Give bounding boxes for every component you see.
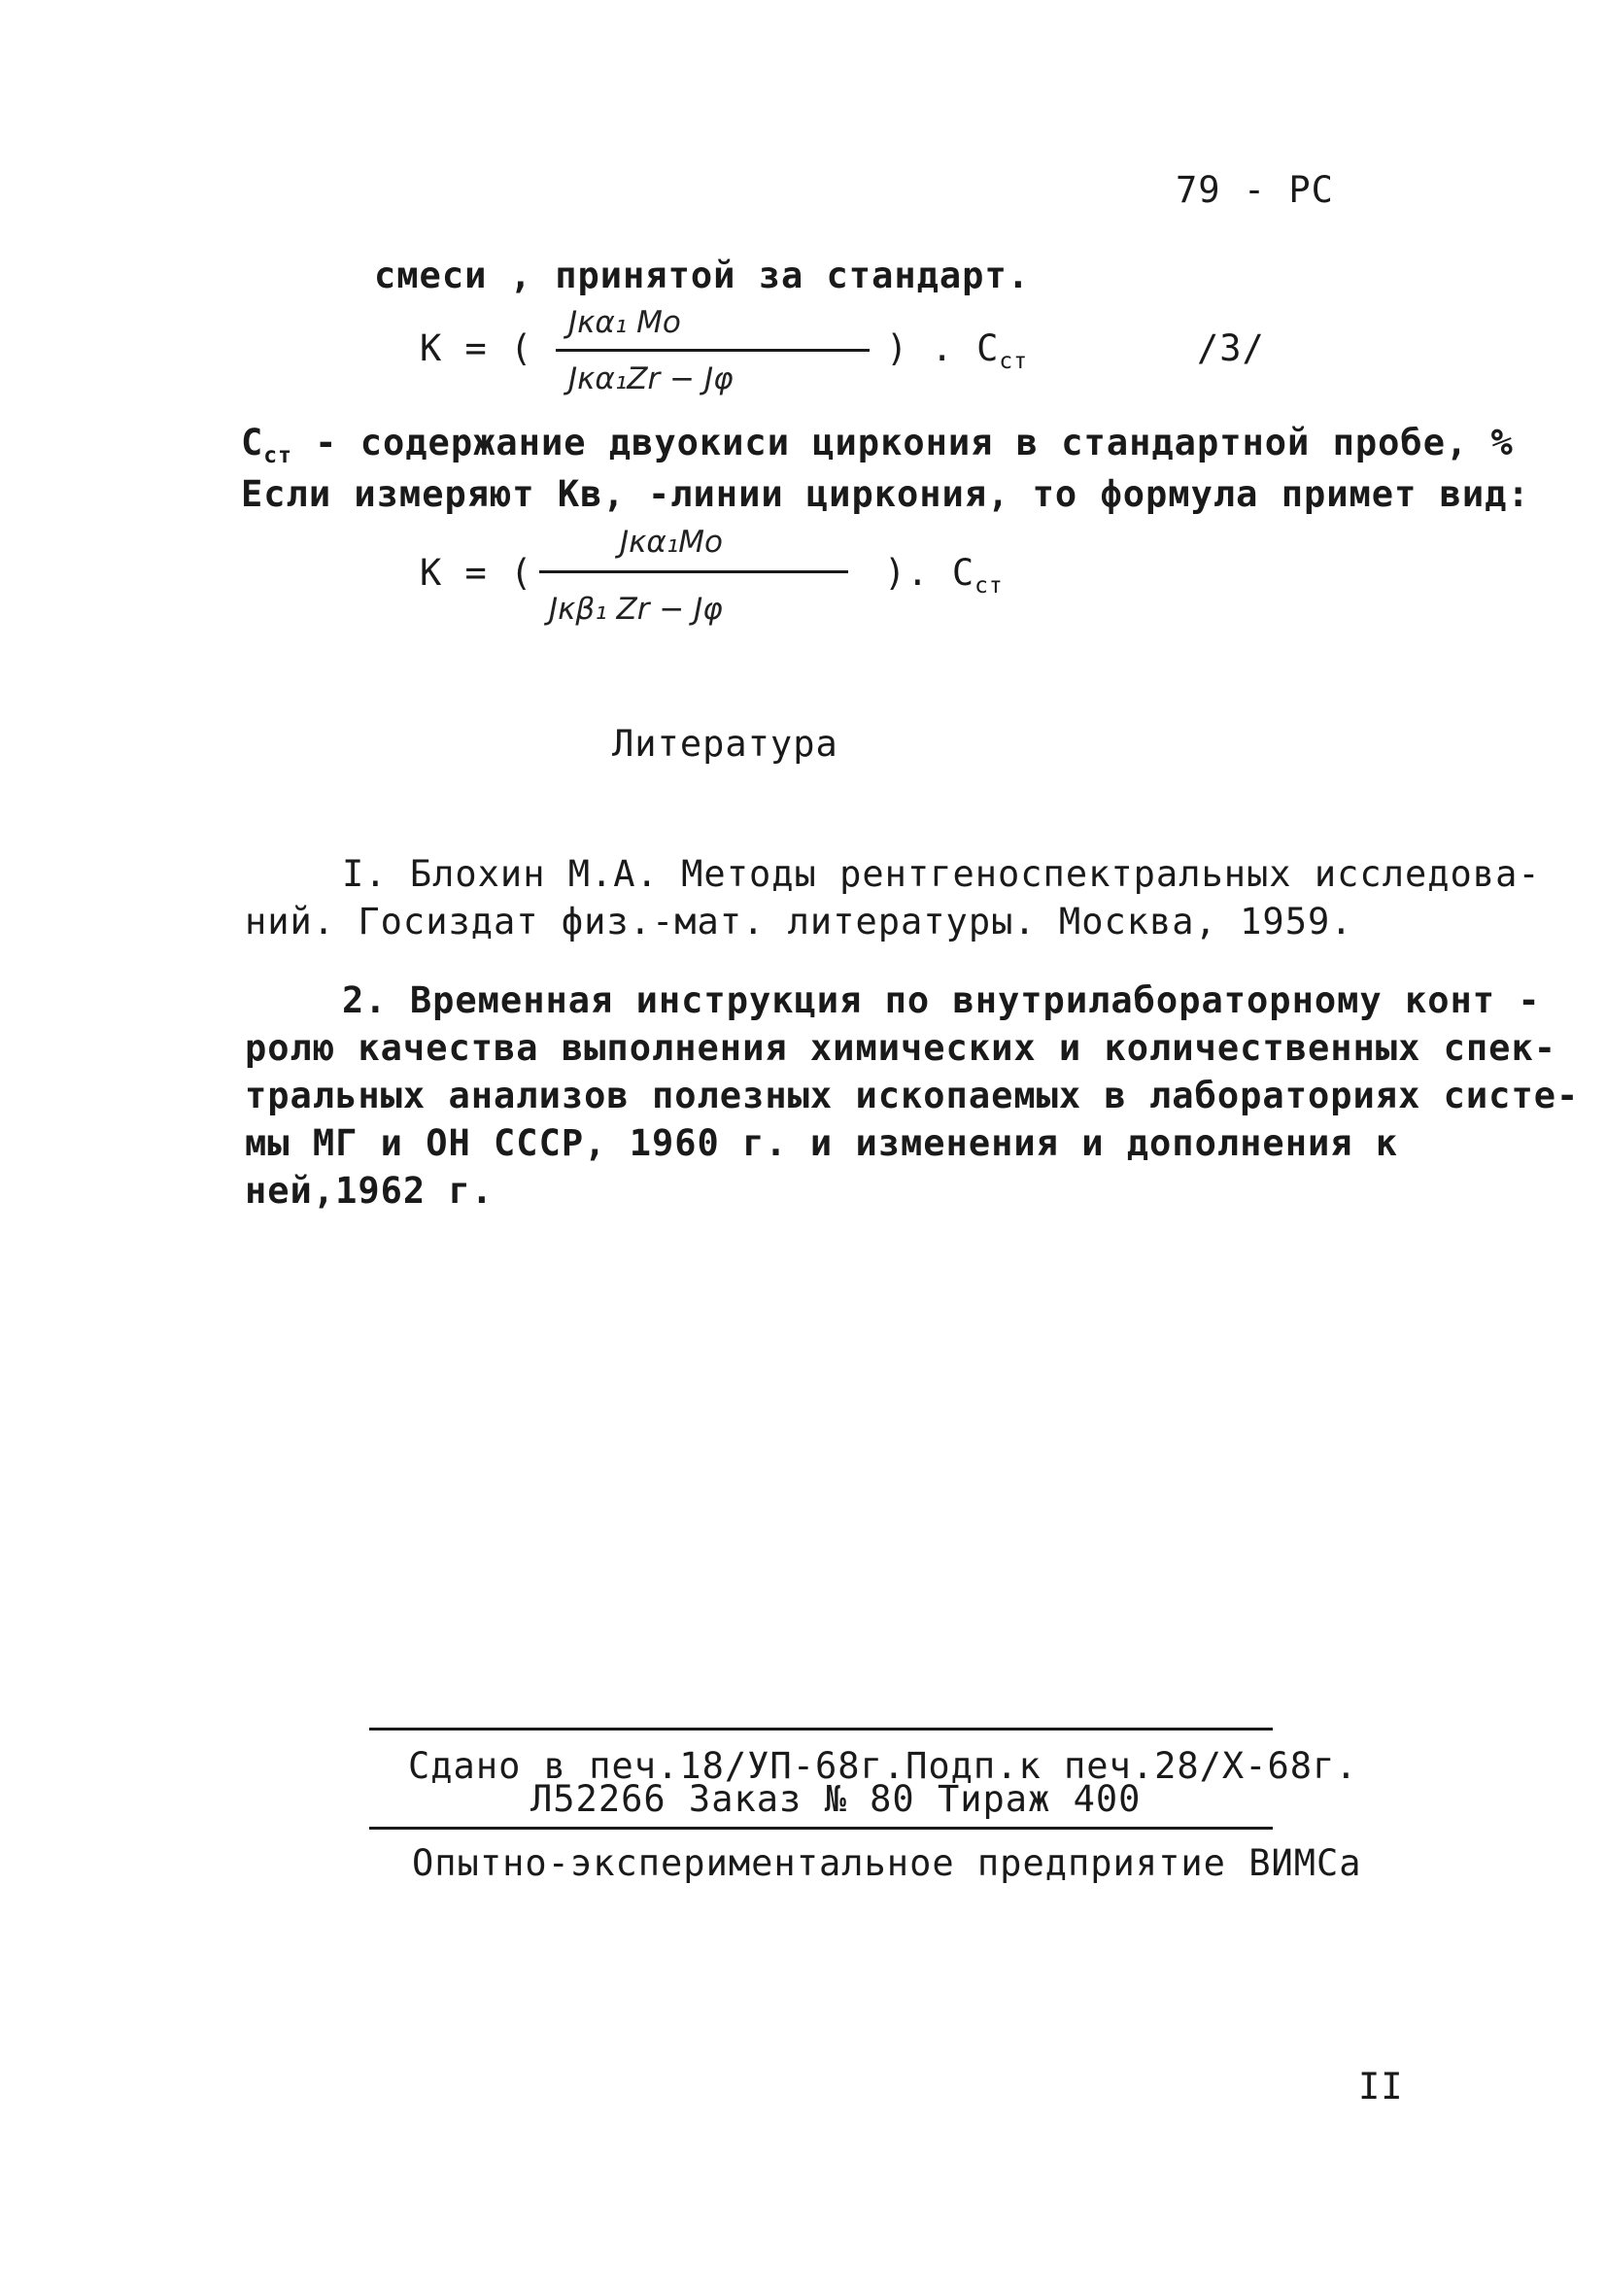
reference-1-line-2: ний. Госиздат физ.-мат. литературы. Москва, 1959. [245,901,1353,942]
formula-1-close: ) . C [886,327,1000,369]
formula-2-subscript: ст [974,573,1004,600]
reference-2-line-4: мы МГ и ОН СССР, 1960 г. и изменения и дополнения к [245,1122,1399,1164]
definition-symbol: C [241,422,264,463]
formula-1-lhs: К = ( [420,327,533,369]
colophon-top-rule [369,1728,1273,1731]
condition-text: Если измеряют Kв, -линии циркония, то формула примет вид: [241,473,1530,515]
reference-2-line-3: тральных анализов полезных ископаемых в лабораториях систе- [245,1075,1580,1116]
reference-2-line-1: 2. Временная инструкция по внутрилабораторному конт - [342,979,1541,1021]
formula-2-fraction-line [539,570,848,573]
colophon-publisher: Опытно-экспериментальное предприятие ВИМСа [412,1842,1362,1884]
reference-2-line-5: ней,1962 г. [245,1170,495,1212]
formula-2-close: ). C [884,552,975,594]
formula-1-rhs [886,327,1028,374]
reference-1-line-1: I. Блохин М.А. Методы рентгеноспектральных исследова- [342,853,1541,895]
colophon-bottom-rule [369,1827,1273,1830]
reference-2-line-2: ролю качества выполнения химических и количественных спек- [245,1027,1557,1069]
literature-heading: Литература [612,723,838,765]
formula-2-denominator: Jκβ₁ Zr − Jφ [549,592,723,627]
colophon-line-2: Л52266 Заказ № 80 Тираж 400 [530,1778,1142,1820]
colophon-line-1: Сдано в печ.18/УП-68г.Подп.к печ.28/Х-68г. [408,1745,1358,1787]
formula-1-label: /3/ [1197,327,1265,369]
formula-2-lhs: К = ( [420,552,533,594]
footer-page-number: II [1358,2066,1404,2108]
formula-2-numerator: Jκα₁Mo [620,525,723,560]
formula-2-rhs [884,552,1004,599]
formula-1-numerator: Jκα₁ Mo [568,305,681,340]
formula-1-fraction-line [556,349,870,352]
formula-1-denominator: Jκα₁Zr − Jφ [568,361,734,396]
formula-1-subscript: ст [999,349,1029,375]
header-page-number: 79 - РС [1176,169,1334,211]
intro-text: смеси , принятой за стандарт. [374,255,1031,296]
definition-subscript: ст [263,443,292,469]
definition-text: - содержание двуокиси циркония в стандартной пробе, % [291,422,1514,463]
definition-line [241,422,1514,468]
